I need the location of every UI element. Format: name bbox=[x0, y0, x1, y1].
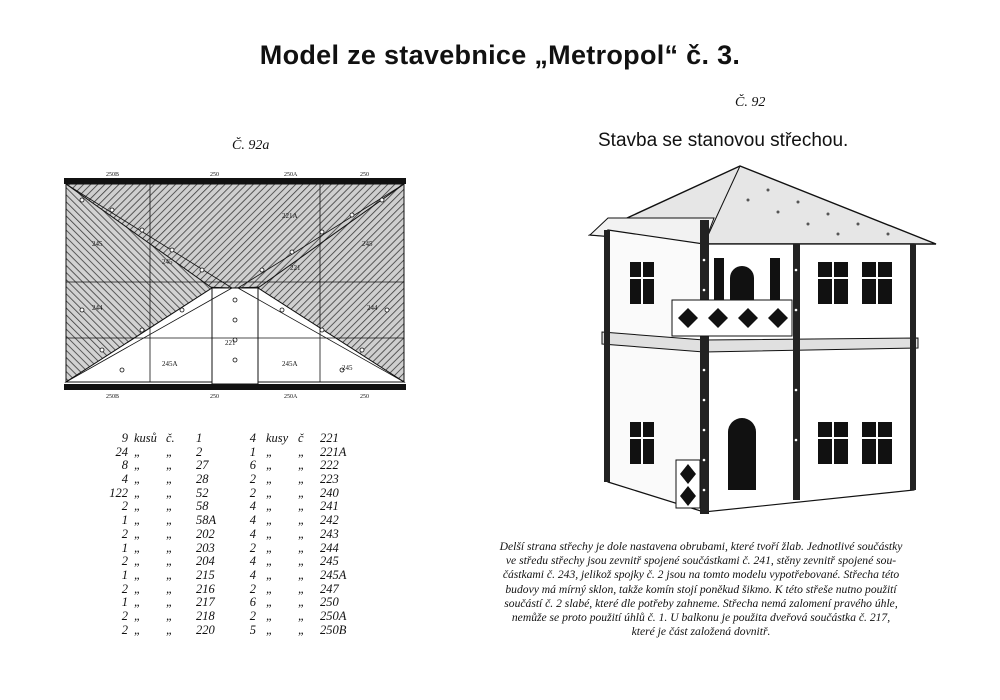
corner-post bbox=[700, 220, 709, 514]
parts-unit: „ bbox=[266, 444, 273, 459]
parts-sym: „ bbox=[166, 458, 173, 473]
parts-row bbox=[112, 432, 252, 446]
parts-qty: 1 bbox=[121, 540, 128, 555]
parts-sym: „ bbox=[166, 472, 173, 487]
parts-row bbox=[112, 473, 252, 487]
parts-sym: „ bbox=[298, 444, 305, 459]
page-title: Model ze stavebnice „Metropol“ č. 3. bbox=[259, 40, 741, 70]
parts-row bbox=[250, 596, 370, 610]
parts-sym: „ bbox=[298, 567, 305, 582]
parts-num: 250A bbox=[320, 608, 347, 623]
parts-sym: „ bbox=[298, 595, 305, 610]
parts-qty: 1 bbox=[121, 595, 128, 610]
parts-sym: č bbox=[298, 431, 304, 445]
parts-qty: 6 bbox=[249, 458, 256, 473]
parts-sym: „ bbox=[298, 485, 305, 500]
parts-row bbox=[112, 596, 252, 610]
parts-num: 241 bbox=[320, 499, 339, 514]
parts-qty: 1 bbox=[249, 444, 256, 459]
plate-label: 245 bbox=[362, 240, 373, 248]
parts-num: 221 bbox=[320, 431, 339, 445]
parts-row bbox=[250, 528, 370, 542]
plate-label: 244 bbox=[367, 304, 378, 312]
plate-label: 221 bbox=[290, 264, 301, 272]
parts-sym: „ bbox=[166, 581, 173, 596]
parts-num: 28 bbox=[196, 472, 209, 487]
parts-row bbox=[109, 485, 252, 501]
parts-sym: „ bbox=[298, 608, 305, 623]
parts-qty: 5 bbox=[249, 622, 256, 637]
top-label-4: 250 bbox=[360, 172, 369, 178]
parts-row bbox=[250, 432, 370, 446]
parts-row bbox=[112, 583, 252, 597]
figure-heading: Stavba se stanovou střechou. bbox=[598, 130, 849, 151]
description-line: Delší strana střechy je dole nastavena obrubami, které tvoří žlab. Jednotlivé součástky bbox=[499, 540, 903, 553]
parts-num: 204 bbox=[196, 554, 215, 569]
parts-row bbox=[250, 500, 370, 514]
parts-qty: 9 bbox=[121, 431, 128, 445]
parts-num: 244 bbox=[320, 540, 339, 555]
parts-unit: „ bbox=[266, 554, 273, 569]
parts-unit: „ bbox=[134, 622, 141, 637]
parts-row bbox=[250, 555, 370, 569]
description-line: částkami č. 243, jelikož spojky č. 2 jsou na tomto modelu vypotřebované. Střecha této bbox=[502, 568, 900, 582]
parts-row bbox=[112, 446, 252, 460]
parts-unit: „ bbox=[134, 595, 141, 610]
parts-row bbox=[112, 624, 252, 638]
parts-unit: „ bbox=[266, 622, 273, 637]
parts-qty: 4 bbox=[249, 567, 256, 582]
parts-sym: „ bbox=[166, 595, 173, 610]
parts-num: 240 bbox=[320, 485, 339, 500]
parts-unit: „ bbox=[134, 567, 141, 582]
parts-sym: „ bbox=[298, 513, 305, 528]
parts-sym: „ bbox=[166, 499, 173, 514]
parts-row bbox=[250, 569, 370, 583]
parts-row bbox=[250, 610, 370, 624]
parts-row bbox=[250, 487, 370, 501]
description bbox=[452, 540, 950, 639]
plate-label: 221 bbox=[225, 339, 236, 347]
parts-qty: 2 bbox=[249, 540, 256, 555]
parts-qty: 2 bbox=[121, 608, 128, 623]
description-line: ve středu střechy jsou zevnitř spojené součástkami č. 241, stěny zevnitř spojené sou- bbox=[505, 554, 897, 568]
parts-sym: „ bbox=[298, 499, 305, 514]
parts-num: 27 bbox=[196, 458, 209, 473]
parts-sym: č. bbox=[166, 431, 175, 445]
parts-unit: „ bbox=[266, 513, 273, 528]
parts-num: 1 bbox=[196, 431, 203, 445]
front-door bbox=[728, 418, 756, 490]
plate-label: 245A bbox=[162, 360, 178, 368]
parts-qty: 4 bbox=[121, 472, 128, 487]
parts-row bbox=[112, 610, 252, 624]
parts-num: 202 bbox=[196, 526, 215, 541]
parts-unit: „ bbox=[266, 581, 273, 596]
parts-qty: 8 bbox=[121, 458, 128, 473]
parts-qty: 4 bbox=[249, 554, 256, 569]
parts-row bbox=[112, 514, 252, 528]
parts-qty: 4 bbox=[249, 499, 256, 514]
top-label-2: 250 bbox=[210, 172, 219, 178]
parts-qty: 2 bbox=[121, 554, 128, 569]
parts-num: 203 bbox=[196, 540, 215, 555]
bottom-label-4: 250 bbox=[360, 394, 369, 400]
parts-num: 58 bbox=[196, 499, 209, 514]
parts-sym: „ bbox=[166, 554, 173, 569]
parts-num: 223 bbox=[320, 472, 339, 487]
parts-qty: 6 bbox=[249, 595, 256, 610]
parts-unit: „ bbox=[266, 485, 273, 500]
parts-unit: „ bbox=[134, 472, 141, 487]
parts-qty: 2 bbox=[121, 622, 128, 637]
description-line: nemůže se proto použití úhlů č. 1. U balkonu je použita dveřová součástka č. 217, bbox=[511, 611, 891, 625]
parts-sym: „ bbox=[166, 622, 173, 637]
parts-unit: kusů bbox=[134, 431, 157, 445]
corner-post bbox=[910, 244, 916, 490]
parts-row bbox=[250, 459, 370, 473]
parts-sym: „ bbox=[298, 472, 305, 487]
parts-num: 243 bbox=[320, 526, 339, 541]
parts-row bbox=[250, 514, 370, 528]
parts-qty: 2 bbox=[249, 581, 256, 596]
parts-qty: 122 bbox=[109, 485, 128, 500]
parts-unit: „ bbox=[134, 540, 141, 555]
figure-label-92: Č. 92 bbox=[735, 95, 766, 110]
bottom-frame-bar bbox=[64, 384, 406, 390]
parts-qty: 2 bbox=[121, 581, 128, 596]
parts-qty: 4 bbox=[249, 513, 256, 528]
parts-unit: „ bbox=[266, 608, 273, 623]
parts-row bbox=[250, 624, 370, 638]
parts-num: 245 bbox=[320, 554, 339, 569]
parts-unit: „ bbox=[134, 554, 141, 569]
parts-unit: „ bbox=[266, 540, 273, 555]
parts-row bbox=[250, 473, 370, 487]
parts-num: 217 bbox=[196, 595, 215, 610]
parts-qty: 1 bbox=[121, 513, 128, 528]
parts-num: 218 bbox=[196, 608, 215, 623]
parts-unit: „ bbox=[134, 526, 141, 541]
house-drawing bbox=[588, 160, 938, 522]
top-label-1: 250B bbox=[106, 172, 120, 178]
parts-num: 221A bbox=[320, 444, 347, 459]
plate-label: 245 bbox=[92, 240, 103, 248]
parts-sym: „ bbox=[166, 608, 173, 623]
parts-unit: „ bbox=[266, 458, 273, 473]
parts-unit: „ bbox=[134, 581, 141, 596]
plate-label: 244 bbox=[92, 304, 103, 312]
parts-qty: 2 bbox=[249, 608, 256, 623]
parts-qty: 1 bbox=[121, 567, 128, 582]
parts-list-right bbox=[250, 432, 370, 637]
parts-unit: „ bbox=[134, 608, 141, 623]
parts-sym: „ bbox=[166, 526, 173, 541]
plate-label: 245 bbox=[162, 258, 173, 266]
parts-row bbox=[250, 542, 370, 556]
plate-label: 245A bbox=[282, 360, 298, 368]
description-line: budovy má mírný sklon, takže komín stojí poněkud šikmo. K této střeše nutno použití bbox=[505, 582, 897, 596]
parts-num: 2 bbox=[196, 444, 203, 459]
plate-label: 245 bbox=[342, 364, 353, 372]
parts-row bbox=[112, 528, 252, 542]
bottom-label-2: 250 bbox=[210, 394, 219, 400]
parts-num: 58A bbox=[196, 513, 217, 528]
parts-num: 250 bbox=[320, 595, 339, 610]
parts-sym: „ bbox=[298, 526, 305, 541]
parts-row bbox=[112, 500, 252, 514]
bottom-label-1: 250B bbox=[106, 394, 120, 400]
parts-num: 222 bbox=[320, 458, 339, 473]
figure-label-92a: Č. 92a bbox=[232, 138, 270, 153]
post bbox=[793, 244, 800, 500]
description-line: které je část založená dovnitř. bbox=[631, 625, 771, 639]
parts-sym: „ bbox=[166, 485, 173, 500]
parts-row bbox=[112, 555, 252, 569]
parts-qty: 2 bbox=[121, 499, 128, 514]
parts-sym: „ bbox=[298, 540, 305, 555]
balcony-door bbox=[730, 266, 754, 300]
parts-row bbox=[112, 569, 252, 583]
parts-row bbox=[250, 583, 370, 597]
parts-sym: „ bbox=[298, 554, 305, 569]
top-frame-bar bbox=[64, 178, 406, 184]
parts-sym: „ bbox=[166, 444, 173, 459]
parts-qty: 4 bbox=[249, 526, 256, 541]
parts-sym: „ bbox=[298, 458, 305, 473]
parts-unit: „ bbox=[266, 567, 273, 582]
parts-num: 52 bbox=[196, 485, 209, 500]
parts-unit: „ bbox=[134, 444, 141, 459]
plate-label: 221A bbox=[282, 212, 298, 220]
parts-row bbox=[250, 446, 370, 460]
parts-qty: 2 bbox=[249, 472, 256, 487]
parts-qty: 2 bbox=[121, 526, 128, 541]
parts-sym: „ bbox=[298, 622, 305, 637]
roof-plan-drawing bbox=[62, 170, 408, 400]
parts-row bbox=[112, 459, 252, 473]
parts-qty: 2 bbox=[249, 485, 256, 500]
top-label-3: 250A bbox=[284, 172, 298, 178]
parts-list-left bbox=[109, 431, 252, 637]
parts-qty: 24 bbox=[115, 444, 128, 459]
parts-qty: 4 bbox=[249, 431, 256, 445]
parts-sym: „ bbox=[298, 581, 305, 596]
parts-unit: „ bbox=[266, 526, 273, 541]
parts-unit: „ bbox=[266, 472, 273, 487]
parts-sym: „ bbox=[166, 567, 173, 582]
parts-unit: „ bbox=[134, 458, 141, 473]
parts-num: 245A bbox=[320, 567, 347, 582]
parts-num: 215 bbox=[196, 567, 215, 582]
parts-unit: kusy bbox=[266, 431, 289, 445]
parts-num: 242 bbox=[320, 513, 339, 528]
parts-num: 216 bbox=[196, 581, 215, 596]
bottom-label-3: 250A bbox=[284, 394, 298, 400]
parts-row bbox=[112, 542, 252, 556]
parts-unit: „ bbox=[134, 499, 141, 514]
parts-unit: „ bbox=[266, 499, 273, 514]
corner-post bbox=[604, 230, 610, 482]
parts-num: 250B bbox=[320, 622, 347, 637]
parts-sym: „ bbox=[166, 540, 173, 555]
parts-unit: „ bbox=[266, 595, 273, 610]
parts-unit: „ bbox=[134, 513, 141, 528]
parts-unit: „ bbox=[134, 485, 141, 500]
parts-sym: „ bbox=[166, 513, 173, 528]
parts-num: 247 bbox=[320, 581, 339, 596]
description-line: součástí č. 2 slabé, které dle potřeby zahneme. Střecha nemá zalomení pravého úhle, bbox=[504, 596, 898, 610]
parts-num: 220 bbox=[196, 622, 215, 637]
